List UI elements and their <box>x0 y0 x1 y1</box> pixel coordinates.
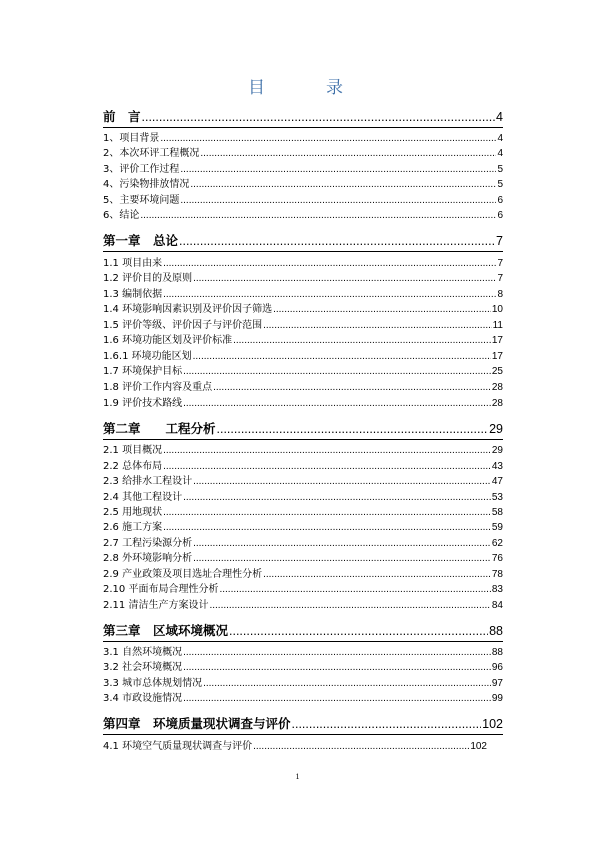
toc-section-entry[interactable] <box>103 506 503 520</box>
toc-dot-leader <box>163 257 496 271</box>
toc-section-entry[interactable] <box>103 257 503 271</box>
page-number-footer: 1 <box>295 772 300 781</box>
toc-dot-leader <box>193 350 491 364</box>
toc-entry-label: 1.4 环境影响因素识别及评价因子筛选 <box>103 304 273 315</box>
chapter-underline <box>103 641 503 642</box>
chapter-underline <box>103 251 503 252</box>
toc-dot-leader <box>213 381 491 395</box>
toc-title: 目 录 <box>248 78 365 98</box>
toc-section-entry[interactable] <box>103 661 503 675</box>
toc-entry-page-number: 58 <box>491 507 503 518</box>
toc-entry-label: 第四章 环境质量现状调查与评价 <box>103 716 291 731</box>
toc-chapter-entry[interactable] <box>103 622 503 640</box>
toc-dot-leader <box>163 506 491 520</box>
toc-dot-leader <box>209 599 490 613</box>
toc-entry-page-number: 88 <box>489 624 503 638</box>
toc-dot-leader <box>219 583 490 597</box>
toc-chapter-entry[interactable] <box>103 715 503 733</box>
toc-entry-label: 2.4 其他工程设计 <box>103 492 183 503</box>
toc-entry-label: 第一章 总论 <box>103 233 179 248</box>
toc-entry-page-number: 5 <box>497 164 503 175</box>
toc-section-entry[interactable] <box>103 194 503 208</box>
toc-dot-leader <box>183 692 491 706</box>
toc-section-entry[interactable] <box>103 365 503 379</box>
toc-entry-label: 2.7 工程污染源分析 <box>103 538 193 549</box>
chapter-underline <box>103 127 503 128</box>
toc-section-entry[interactable] <box>103 163 503 177</box>
toc-dot-leader <box>273 303 491 317</box>
toc-entry-label: 1.2 评价目的及原则 <box>103 273 193 284</box>
toc-entry-page-number: 59 <box>491 522 503 533</box>
toc-entry-label: 4、污染物排放情况 <box>103 179 190 190</box>
toc-section-entry[interactable] <box>103 646 503 660</box>
toc-entry-label: 1.5 评价等级、评价因子与评价范围 <box>103 320 263 331</box>
toc-dot-leader <box>193 537 491 551</box>
toc-entry-page-number: 47 <box>491 476 503 487</box>
toc-entry-label: 前 言 <box>103 109 141 124</box>
toc-entry-label: 1.6.1 环境功能区划 <box>103 351 192 362</box>
toc-section-entry[interactable] <box>103 303 503 317</box>
toc-section-entry[interactable] <box>103 381 503 395</box>
toc-entry-page-number: 28 <box>491 398 503 409</box>
toc-entry-label: 1.7 环境保护目标 <box>103 366 183 377</box>
toc-entry-page-number: 102 <box>482 717 503 731</box>
toc-section-entry[interactable] <box>103 537 503 551</box>
toc-section-entry[interactable] <box>103 583 503 597</box>
toc-section-entry[interactable] <box>103 288 503 302</box>
toc-entry-label: 2.8 外环境影响分析 <box>103 553 193 564</box>
toc-entry-label: 3.1 自然环境概况 <box>103 647 183 658</box>
toc-dot-leader <box>183 491 491 505</box>
toc-dot-leader <box>183 661 491 675</box>
toc-entry-page-number: 62 <box>491 538 503 549</box>
toc-entry-label: 6、结论 <box>103 210 140 221</box>
toc-chapter-entry[interactable] <box>103 232 503 250</box>
toc-dot-leader <box>193 272 496 286</box>
toc-entry-page-number: 6 <box>497 210 503 221</box>
toc-entry-page-number: 5 <box>497 179 503 190</box>
toc-section-entry[interactable] <box>103 552 503 566</box>
toc-dot-leader <box>163 460 491 474</box>
toc-entry-page-number: 53 <box>491 492 503 503</box>
toc-entry-label: 2.10 平面布局合理性分析 <box>103 584 219 595</box>
toc-entry-label: 3、评价工作过程 <box>103 164 180 175</box>
toc-dot-leader <box>193 475 491 489</box>
toc-dot-leader <box>179 232 495 250</box>
toc-section-entry[interactable] <box>103 491 503 505</box>
toc-dot-leader <box>200 147 496 161</box>
toc-entry-page-number: 17 <box>491 351 503 362</box>
toc-entry-page-number: 4 <box>497 133 503 144</box>
toc-entry-page-number: 28 <box>491 382 503 393</box>
toc-entry-page-number: 4 <box>497 148 503 159</box>
toc-entry-page-number: 83 <box>491 584 503 595</box>
toc-entry-page-number: 99 <box>491 693 503 704</box>
toc-dot-leader <box>217 420 489 438</box>
toc-entry-page-number: 29 <box>491 445 503 456</box>
toc-section-entry[interactable] <box>103 599 503 613</box>
toc-entry-page-number: 8 <box>497 289 503 300</box>
toc-section-entry[interactable] <box>103 350 503 364</box>
toc-entry-label: 2.6 施工方案 <box>103 522 163 533</box>
toc-entry-label: 5、主要环境问题 <box>103 195 180 206</box>
toc-chapter-entry[interactable] <box>103 420 503 438</box>
toc-dot-leader <box>163 444 491 458</box>
toc-entry-page-number: 43 <box>491 461 503 472</box>
toc-entry-label: 3.2 社会环境概况 <box>103 662 183 673</box>
toc-dot-leader <box>180 163 496 177</box>
toc-section-entry[interactable] <box>103 319 503 333</box>
toc-dot-leader <box>203 677 491 691</box>
toc-entry-label: 1、项目背景 <box>103 133 160 144</box>
toc-dot-leader <box>253 740 469 754</box>
toc-entry-page-number: 96 <box>491 662 503 673</box>
toc-entry-page-number: 88 <box>491 647 503 658</box>
toc-entry-page-number: 78 <box>491 569 503 580</box>
toc-entry-label: 2.9 产业政策及项目选址合理性分析 <box>103 569 263 580</box>
toc-entry-page-number: 25 <box>491 366 503 377</box>
toc-section-entry[interactable] <box>103 677 503 691</box>
toc-dot-leader <box>142 108 496 126</box>
toc-dot-leader <box>183 397 491 411</box>
toc-section-entry[interactable] <box>103 521 503 535</box>
toc-section-entry[interactable] <box>103 397 503 411</box>
toc-section-entry[interactable] <box>103 444 503 458</box>
toc-entry-label: 4.1 环境空气质量现状调查与评价 <box>103 741 253 752</box>
toc-entry-label: 2.5 用地现状 <box>103 507 163 518</box>
toc-dot-leader <box>163 288 496 302</box>
toc-entry-label: 1.8 评价工作内容及重点 <box>103 382 213 393</box>
toc-entry-label: 1.1 项目由来 <box>103 258 163 269</box>
toc-entry-label: 2.3 给排水工程设计 <box>103 476 193 487</box>
toc-dot-leader <box>263 319 492 333</box>
toc-section-entry[interactable] <box>103 178 503 192</box>
toc-entry-label: 3.3 城市总体规划情况 <box>103 678 203 689</box>
toc-entry-page-number: 10 <box>491 304 503 315</box>
toc-entry-label: 1.9 评价技术路线 <box>103 398 183 409</box>
toc-section-entry[interactable] <box>103 475 503 489</box>
toc-dot-leader <box>160 132 496 146</box>
toc-entry-page-number: 102 <box>470 741 487 752</box>
toc-entry-page-number: 7 <box>497 273 503 284</box>
toc-entry-label: 2.1 项目概况 <box>103 445 163 456</box>
toc-dot-leader <box>180 194 496 208</box>
toc-dot-leader <box>292 715 482 733</box>
toc-entry-page-number: 76 <box>491 553 503 564</box>
toc-dot-leader <box>140 209 496 223</box>
toc-entry-label: 第二章 工程分析 <box>103 421 216 436</box>
toc-section-entry[interactable] <box>103 334 503 348</box>
toc-dot-leader <box>233 334 491 348</box>
toc-dot-leader <box>263 568 491 582</box>
toc-entry-label: 1.6 环境功能区划及评价标准 <box>103 335 233 346</box>
toc-section-entry[interactable] <box>103 272 503 286</box>
toc-section-entry[interactable] <box>103 147 503 161</box>
toc-entry-page-number: 29 <box>489 422 503 436</box>
toc-entry-label: 3.4 市政设施情况 <box>103 693 183 704</box>
toc-section-entry[interactable] <box>103 132 503 146</box>
toc-dot-leader <box>183 646 491 660</box>
toc-entry-label: 1.3 编制依据 <box>103 289 163 300</box>
toc-entry-page-number: 6 <box>497 195 503 206</box>
toc-entry-page-number: 4 <box>496 110 503 124</box>
toc-section-entry[interactable] <box>103 209 503 223</box>
toc-entry-page-number: 11 <box>492 320 503 331</box>
toc-entry-label: 2、本次环评工程概况 <box>103 148 200 159</box>
toc-entry-page-number: 7 <box>496 234 503 248</box>
toc-dot-leader <box>190 178 496 192</box>
toc-entry-label: 2.2 总体布局 <box>103 461 163 472</box>
toc-section-entry[interactable] <box>103 692 503 706</box>
toc-entry-label: 2.11 清洁生产方案设计 <box>103 600 209 611</box>
toc-dot-leader <box>163 521 491 535</box>
toc-chapter-entry[interactable] <box>103 108 503 126</box>
toc-entry-page-number: 17 <box>491 335 503 346</box>
toc-section-entry[interactable] <box>103 460 503 474</box>
toc-section-entry[interactable] <box>103 568 503 582</box>
toc-section-entry[interactable] <box>103 740 487 754</box>
toc-entry-page-number: 84 <box>491 600 503 611</box>
toc-entry-label: 第三章 区域环境概况 <box>103 623 229 638</box>
chapter-underline <box>103 439 503 440</box>
toc-dot-leader <box>183 365 491 379</box>
toc-entry-page-number: 7 <box>497 258 503 269</box>
toc-dot-leader <box>193 552 491 566</box>
toc-entry-page-number: 97 <box>491 678 503 689</box>
toc-dot-leader <box>229 622 488 640</box>
chapter-underline <box>103 734 503 735</box>
